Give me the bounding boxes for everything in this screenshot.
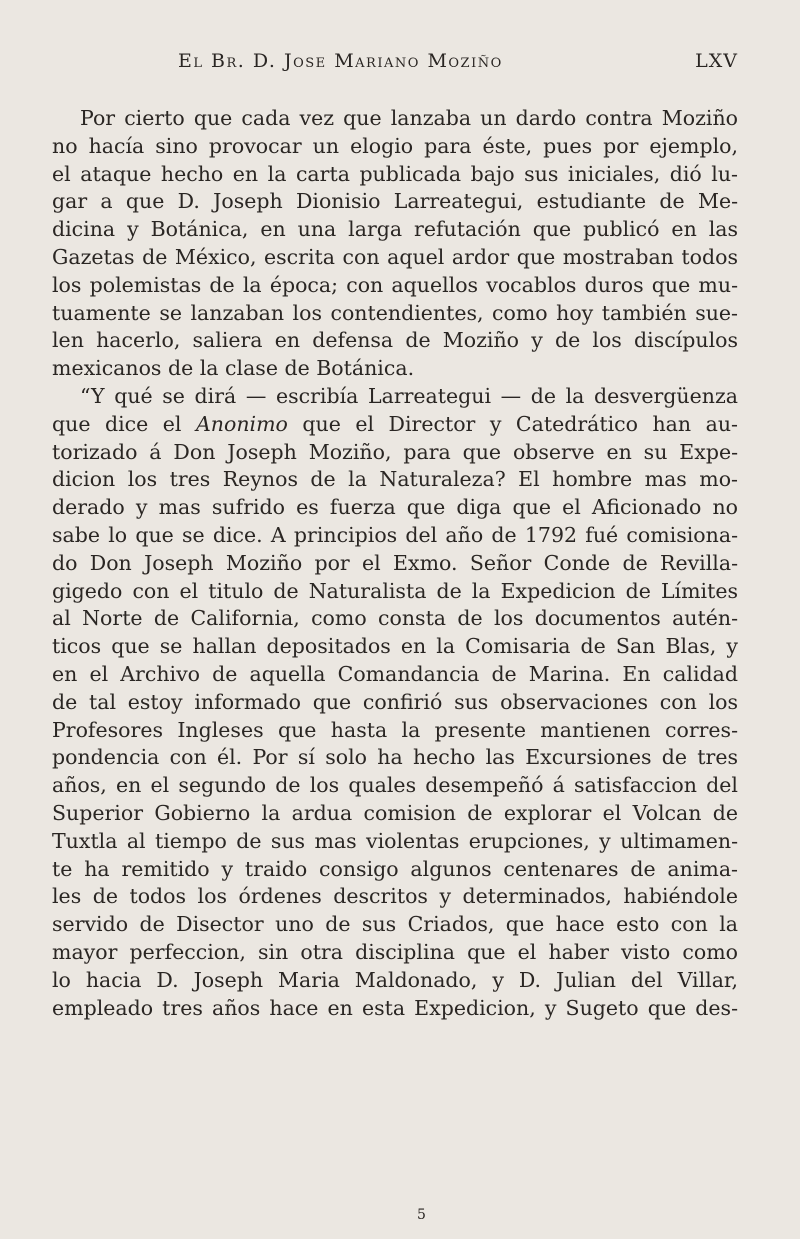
text-line: do Don Joseph Moziño por el Exmo. Señor Conde de Revilla- <box>52 550 738 575</box>
running-head <box>178 50 738 80</box>
text-segment: que dice el <box>52 411 182 436</box>
text-line: mexicanos de la clase de Botánica. <box>52 356 415 381</box>
text-line: en el Archivo de aquella Comandancia de Marina. En calidad <box>52 661 738 686</box>
text-line: lo hacia D. Joseph Maria Maldonado, y D. Julian del Villar, <box>52 967 738 992</box>
text-line: los polemistas de la época; con aquellos vocablos duros que mu- <box>52 272 738 297</box>
text-line: les de todos los órdenes descritos y determinados, habiéndole <box>52 884 738 909</box>
text-line: “Y qué se dirá — escribía Larreategui — de la desvergüenza <box>80 383 738 408</box>
text-line: derado y mas sufrido es fuerza que diga que el Aficionado no <box>52 495 738 520</box>
text-line: empleado tres años hace en esta Expedicion, y Sugeto que des- <box>52 995 738 1020</box>
text-line: Tuxtla al tiempo de sus mas violentas erupciones, y ultimamen- <box>52 828 738 853</box>
text-line: dicion los tres Reynos de la Naturaleza? El hombre mas mo- <box>52 467 738 492</box>
text-line: servido de Disector uno de sus Criados, que hace esto con la <box>52 912 738 937</box>
text-line: tuamente se lanzaban los contendientes, como hoy también sue- <box>52 300 738 325</box>
text-line: Por cierto que cada vez que lanzaba un dardo contra Moziño <box>80 106 738 130</box>
body-text <box>52 105 738 1022</box>
text-line: dicina y Botánica, en una larga refutación que publicó en las <box>52 217 738 242</box>
text-line: no hacía sino provocar un elogio para éste, pues por ejemplo, <box>52 133 738 158</box>
text-line: mayor perfeccion, sin otra disciplina que el haber visto como <box>52 939 738 964</box>
text-line: pondencia con él. Por sí solo ha hecho las Excursiones de tres <box>52 745 738 770</box>
text-line: gigedo con el titulo de Naturalista de la Expedicion de Límites <box>52 578 738 603</box>
text-line: Superior Gobierno la ardua comision de explorar el Volcan de <box>52 800 738 825</box>
text-line-mixed <box>52 411 738 439</box>
italic-word: Anonimo <box>195 411 288 436</box>
text-line: len hacerlo, saliera en defensa de Moziño y de los discípulos <box>52 328 738 353</box>
text-line: te ha remitido y traido consigo algunos centenares de anima- <box>52 856 738 881</box>
running-title: El Br. D. Jose Mariano Moziño <box>178 50 503 72</box>
text-line: Gazetas de México, escrita con aquel ardor que mostraban todos <box>52 244 738 269</box>
page-number: LXV <box>695 50 738 72</box>
text-line: torizado á Don Joseph Moziño, para que observe en su Expe- <box>52 439 738 464</box>
text-segment: que el Director y Catedrático han au- <box>302 411 738 436</box>
text-line: de tal estoy informado que confirió sus observaciones con los <box>52 689 738 714</box>
text-line: gar a que D. Joseph Dionisio Larreategui, estudiante de Me- <box>52 189 738 214</box>
text-line: ticos que se hallan depositados en la Comisaria de San Blas, y <box>52 634 738 659</box>
text-line: el ataque hecho en la carta publicada bajo sus iniciales, dió lu- <box>52 161 738 186</box>
text-line: años, en el segundo de los quales desempeñó á satisfaccion del <box>52 773 738 798</box>
text-line: sabe lo que se dice. A principios del año de 1792 fué comisiona- <box>52 522 738 547</box>
text-line: Profesores Ingleses que hasta la presente mantienen corres- <box>52 717 738 742</box>
text-line: al Norte de California, como consta de los documentos autén- <box>52 606 738 631</box>
signature-mark: 5 <box>417 1207 426 1223</box>
